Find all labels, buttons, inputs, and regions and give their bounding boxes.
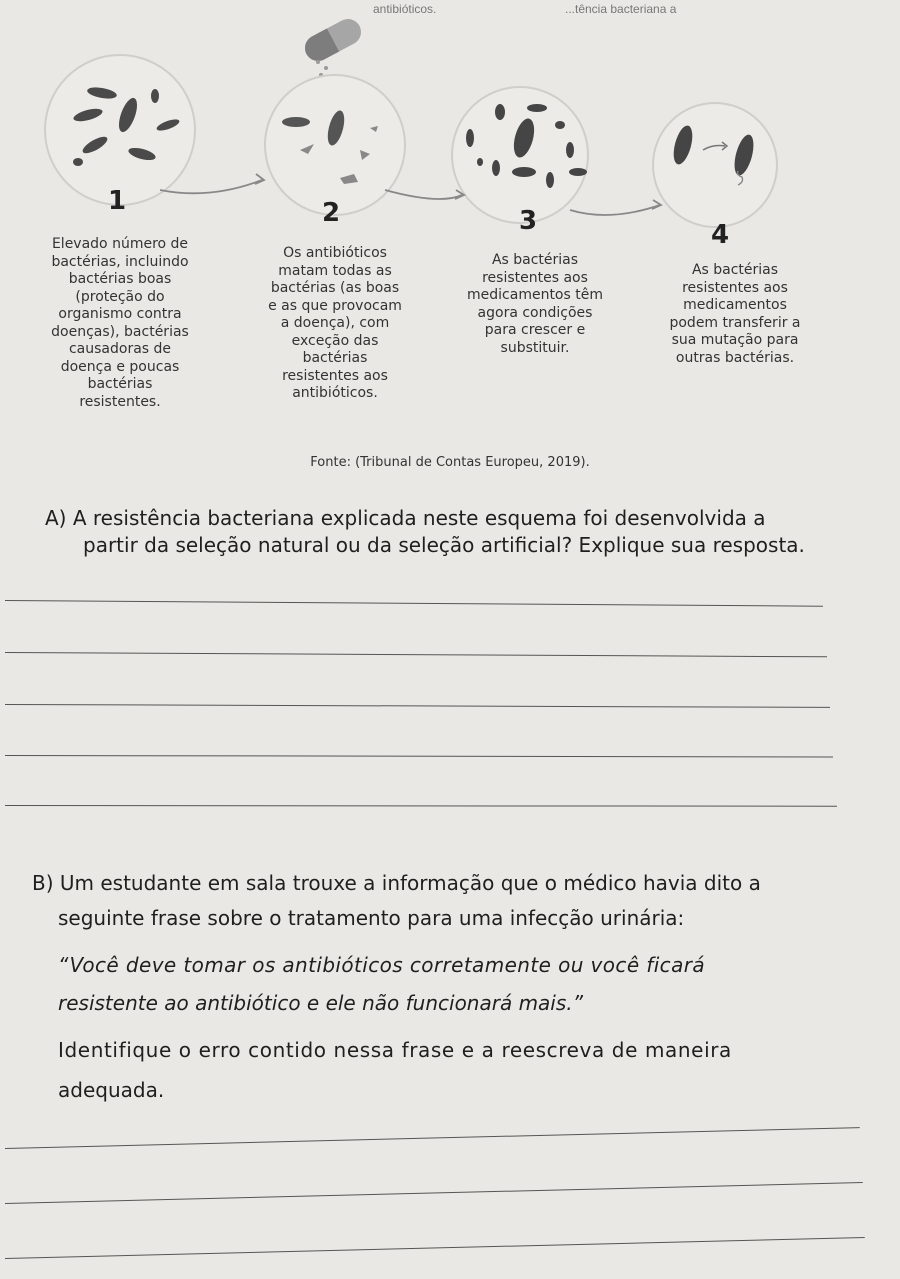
petri-dish-3-icon <box>452 87 588 223</box>
question-b: B) Um estudante em sala trouxe a informação que o médico havia dito a seguinte frase sobre o tratamento para uma infecção urinária: <box>32 871 761 930</box>
stage-caption-2: Os antibióticos matam todas as bactérias (as boas e as que provocam a doença), com exceção das bactérias resistentes aos antibióticos. <box>268 245 402 401</box>
header-fragment-right: ...tência bacteriana a <box>565 2 677 16</box>
stage-number-3: 3 <box>519 206 538 236</box>
answer-line[interactable] <box>5 1127 860 1149</box>
stage-caption-3: As bactérias resistentes aos medicamentos têm agora condições para crescer e substituir. <box>467 252 603 356</box>
stage-number-4: 4 <box>711 220 730 250</box>
header-fragment-left: antibióticos. <box>373 2 437 16</box>
answer-line[interactable] <box>5 600 823 607</box>
stage-caption-1: Elevado número de bactérias, incluindo bactérias boas (proteção do organismo contra doenças), bactérias causadoras de doença e poucas bactérias resistentes. <box>51 236 189 410</box>
petri-dish-2-icon <box>265 75 405 215</box>
arrow-icon <box>160 174 661 215</box>
question-a: A) A resistência bacteriana explicada neste esquema foi desenvolvida a partir da seleção natural ou da seleção artificial? Explique sua resposta. <box>45 506 805 557</box>
stage-number-2: 2 <box>322 198 341 228</box>
stage-number-1: 1 <box>108 186 127 216</box>
answer-line[interactable] <box>5 704 830 708</box>
petri-dish-1-icon <box>45 55 195 205</box>
question-b-quote: “Você deve tomar os antibióticos corretamente ou você ficará resistente ao antibiótico e ele não funcionará mais.” <box>58 953 706 1015</box>
petri-dish-4-icon <box>653 103 777 227</box>
answer-line[interactable] <box>5 652 827 657</box>
diagram-source: Fonte: (Tribunal de Contas Europeu, 2019). <box>310 455 590 470</box>
antibiotic-resistance-diagram <box>0 0 900 260</box>
answer-line[interactable] <box>5 1237 865 1259</box>
stage-caption-4: As bactérias resistentes aos medicamentos podem transferir a sua mutação para outras bactérias. <box>669 262 801 366</box>
answer-line[interactable] <box>5 805 837 807</box>
answer-line[interactable] <box>5 755 833 757</box>
question-b-instruction: Identifique o erro contido nessa frase e a reescreva de maneira adequada. <box>58 1038 732 1102</box>
answer-line[interactable] <box>5 1182 863 1204</box>
pill-icon <box>300 14 365 65</box>
